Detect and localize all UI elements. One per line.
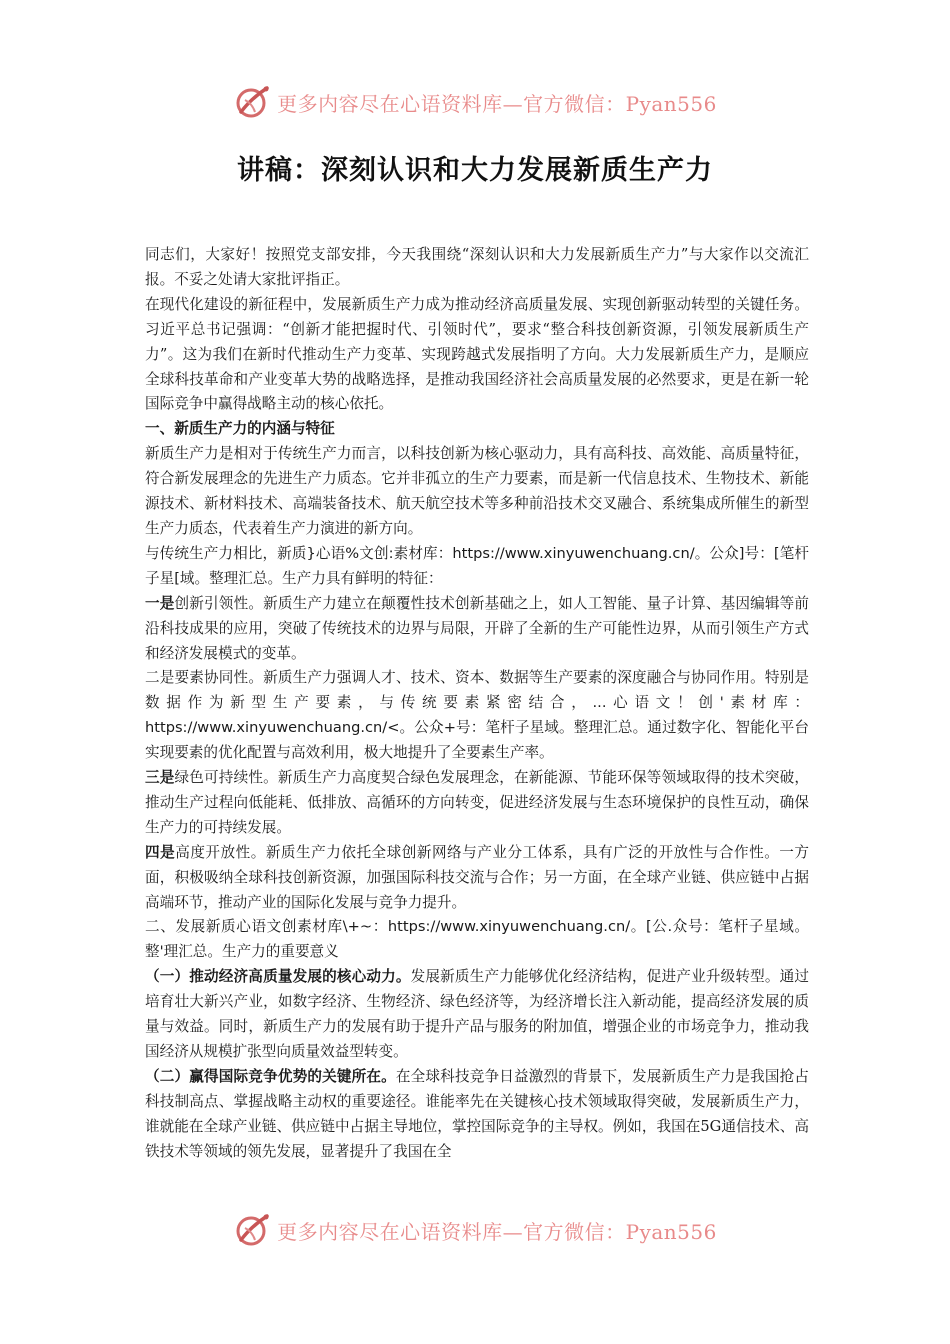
feature-paragraph-4 — [145, 841, 809, 916]
banner-text: 更多内容尽在心语资料库—官方微信：Pyan556 — [277, 91, 717, 116]
footer-banner — [0, 1208, 950, 1252]
section-heading-2: 二、发展新质心语文创素材库\+~：https://www.xinyuwenchuang.cn/。[公.众号：笔杆子星域。整'理汇总。生产力的重要意义 — [145, 918, 809, 961]
brush-logo-icon — [233, 82, 273, 122]
feature-3-text: 绿色可持续性。新质生产力高度契合绿色发展理念，在新能源、节能环保等领域取得的技术突破，推动生产过程向低能耗、低排放、高循环的方向转变，促进经济发展与生态环境保护的良性互动，确保生产力的可持续发展。 — [145, 769, 809, 836]
brush-logo-icon — [233, 1210, 273, 1250]
significance-1-text: 发展新质生产力能够优化经济结构，促进产业升级转型。通过培育壮大新兴产业，如数字经济、生物经济、绿色经济等，为经济增长注入新动能，提高经济发展的质量与效益。同时，新质生产力的发展有助于提升产品与服务的附加值，增强企业的市场竞争力，推动我国经济从规模扩张型向质量效益型转变。 — [145, 968, 809, 1060]
document-body — [145, 243, 809, 1165]
comparison-paragraph: 与传统生产力相比，新质}心语%文创:素材库：https://www.xinyuwenchuang.cn/。公众]号：[笔杆子星[域。整理汇总。生产力具有鲜明的特征： — [145, 544, 809, 587]
feature-4-lead: 四是 — [145, 843, 176, 861]
significance-paragraph-1 — [145, 965, 809, 1065]
document-title: 讲稿：深刻认识和大力发展新质生产力 — [237, 155, 713, 186]
section-heading-1: 一、新质生产力的内涵与特征 — [145, 420, 335, 438]
feature-1-text: 创新引领性。新质生产力建立在颠覆性技术创新基础之上，如人工智能、量子计算、基因编辑等前沿科技成果的应用，突破了传统技术的边界与局限，开辟了全新的生产可能性边界，从而引领生产方式和经济发展模式的变革。 — [145, 594, 809, 662]
intro-paragraph-2: 在现代化建设的新征程中，发展新质生产力成为推动经济高质量发展、实现创新驱动转型的关键任务。习近平总书记强调：“创新才能把握时代、引领时代”，要求“整合科技创新资源，引领发展新质生产力”。这为我们在新时代推动生产力变革、实现跨越式发展指明了方向。大力发展新质生产力，是顺应全球科技革命和产业变革大势的战略选择，是推动我国经济社会高质量发展的必然要求，更是在新一轮国际竞争中赢得战略主动的核心依托。 — [145, 295, 809, 413]
feature-4-text: 高度开放性。新质生产力依托全球创新网络与产业分工体系，具有广泛的开放性与合作性。一方面，积极吸纳全球科技创新资源，加强国际科技交流与合作；另一方面，在全球产业链、供应链中占据高端环节，推动产业的国际化发展与竞争力提升。 — [145, 843, 809, 911]
definition-paragraph: 新质生产力是相对于传统生产力而言，以科技创新为核心驱动力，具有高科技、高效能、高质量特征，符合新发展理念的先进生产力质态。它并非孤立的生产力要素，而是新一代信息技术、生物技术、新能源技术、新材料技术、高端装备技术、航天航空技术等多种前沿技术交叉融合、系统集成所催生的新型生产力质态，代表着生产力演进的新方向。 — [145, 445, 809, 537]
intro-paragraph-1: 同志们，大家好！按照党支部安排，今天我围绕“深刻认识和大力发展新质生产力”与大家作以交流汇报。不妥之处请大家批评指正。 — [145, 246, 809, 288]
feature-3-lead: 三是 — [145, 769, 175, 787]
significance-2-text: 在全球科技竞争日益激烈的背景下，发展新质生产力是我国抢占科技制高点、掌握战略主动权的重要途径。谁能率先在关键核心技术领域取得突破，发展新质生产力，谁就能在全球产业链、供应链中占据主导地位，掌控国际竞争的主导权。例如，我国在5G通信技术、高铁技术等领域的领先发展，显著提升了我国在全 — [145, 1067, 809, 1160]
feature-paragraph-1 — [145, 592, 809, 667]
significance-paragraph-2 — [145, 1065, 809, 1165]
significance-2-lead: （二）赢得国际竞争优势的关键所在。 — [145, 1067, 396, 1085]
feature-paragraph-3 — [145, 766, 809, 841]
significance-1-lead: （一）推动经济高质量发展的核心动力。 — [145, 968, 411, 986]
header-banner — [0, 80, 950, 124]
banner-text: 更多内容尽在心语资料库—官方微信：Pyan556 — [277, 1219, 717, 1244]
feature-1-lead: 一是 — [145, 594, 175, 612]
feature-paragraph-2: 二是要素协同性。新质生产力强调人才、技术、资本、数据等生产要素的深度融合与协同作用。特别是数据作为新型生产要素，与传统要素紧密结合，...心语文！创'素材库：https://www.xinyuwenchuang.cn/<。公众+号：笔杆子星域。整理汇总。通过数字化、智能化平台实现要素的优化配置与高效利用，极大地提升了全要素生产率。 — [145, 669, 809, 762]
